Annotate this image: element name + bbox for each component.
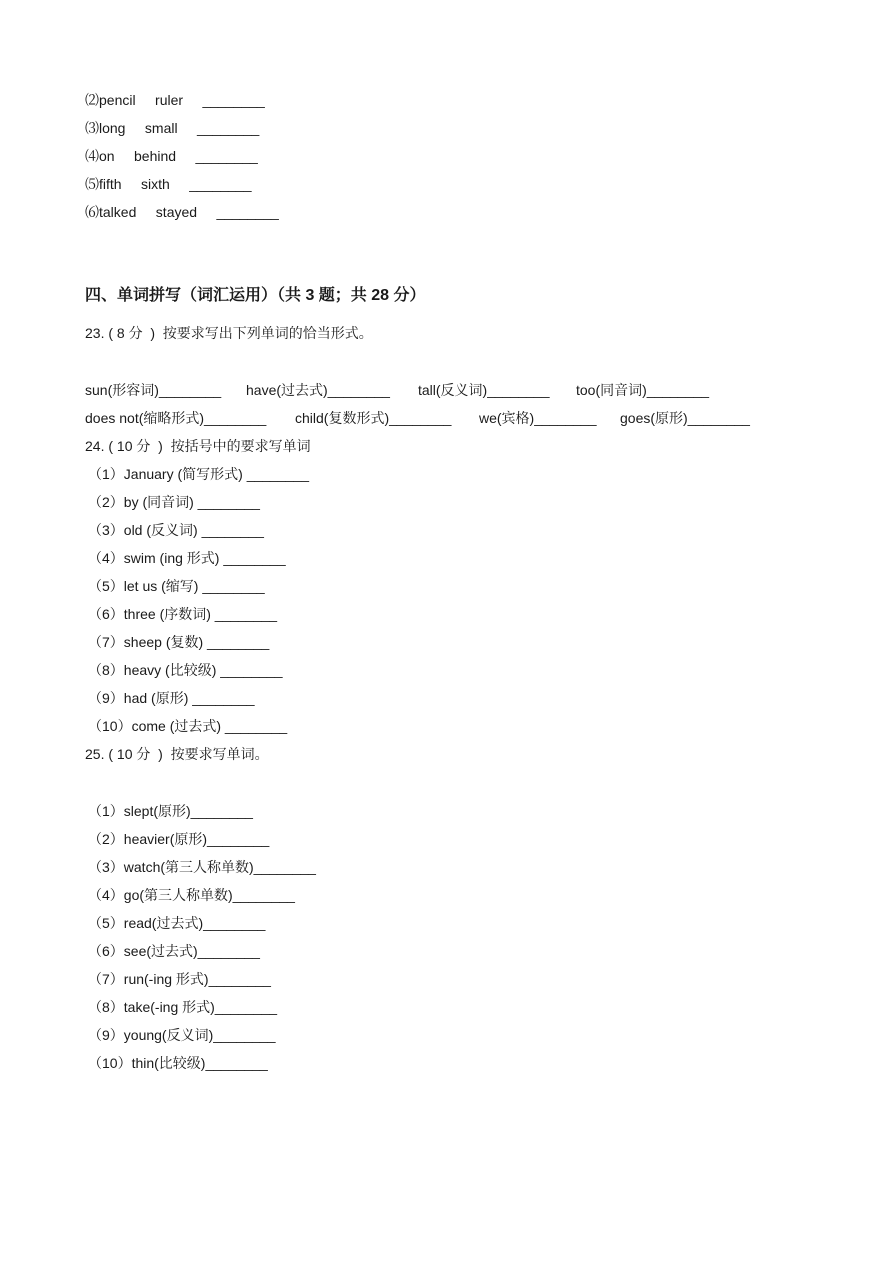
section-title: 四、单词拼写（词汇运用）（共 3 题；共 28 分） (85, 287, 426, 304)
q24-item: （10）come (过去式) ________ (88, 718, 288, 734)
q23-blank: too(同音词)________ (576, 382, 710, 398)
q25-item: （4）go(第三人称单数)________ (88, 887, 295, 903)
q24-item: （7）sheep (复数) ________ (88, 634, 270, 650)
q25-item: （1）slept(原形)________ (88, 803, 253, 819)
q25-item: （7）run(-ing 形式)________ (88, 971, 271, 987)
match-item-3: ⑶long small ________ (85, 120, 260, 136)
q24-item: （9）had (原形) ________ (88, 690, 255, 706)
q23-blank: goes(原形)________ (620, 410, 750, 426)
match-item-6: ⑹talked stayed ________ (85, 204, 279, 220)
q25-item: （6）see(过去式)________ (88, 943, 260, 959)
q25-item: （9）young(反义词)________ (88, 1027, 276, 1043)
q23-blank: have(过去式)________ (246, 382, 390, 398)
q25-item: （2）heavier(原形)________ (88, 831, 270, 847)
match-item-4: ⑷on behind ________ (85, 148, 258, 164)
question-24-heading: 24. ( 10 分 ) 按括号中的要求写单词 (85, 438, 311, 454)
q24-item: （8）heavy (比较级) ________ (88, 662, 283, 678)
q24-item: （1）January (简写形式) ________ (88, 466, 309, 482)
q23-blank: tall(反义词)________ (418, 382, 550, 398)
q24-item: （4）swim (ing 形式) ________ (88, 550, 286, 566)
q23-blank: child(复数形式)________ (295, 410, 452, 426)
q25-item: （10）thin(比较级)________ (88, 1055, 268, 1071)
q24-item: （5）let us (缩写) ________ (88, 578, 265, 594)
q25-item: （3）watch(第三人称单数)________ (88, 859, 316, 875)
q24-item: （6）three (序数词) ________ (88, 606, 278, 622)
q23-blank: does not(缩略形式)________ (85, 410, 267, 426)
q25-item: （5）read(过去式)________ (88, 915, 266, 931)
q23-blank: we(宾格)________ (479, 410, 597, 426)
q24-item: （2）by (同音词) ________ (88, 494, 260, 510)
q24-item: （3）old (反义词) ________ (88, 522, 264, 538)
q25-item: （8）take(-ing 形式)________ (88, 999, 278, 1015)
match-item-5: ⑸fifth sixth ________ (85, 176, 252, 192)
q23-blank: sun(形容词)________ (85, 382, 222, 398)
question-25-heading: 25. ( 10 分 ) 按要求写单词。 (85, 746, 269, 762)
question-23-heading: 23. ( 8 分 ) 按要求写出下列单词的恰当形式。 (85, 325, 373, 341)
match-item-2: ⑵pencil ruler ________ (85, 92, 265, 108)
